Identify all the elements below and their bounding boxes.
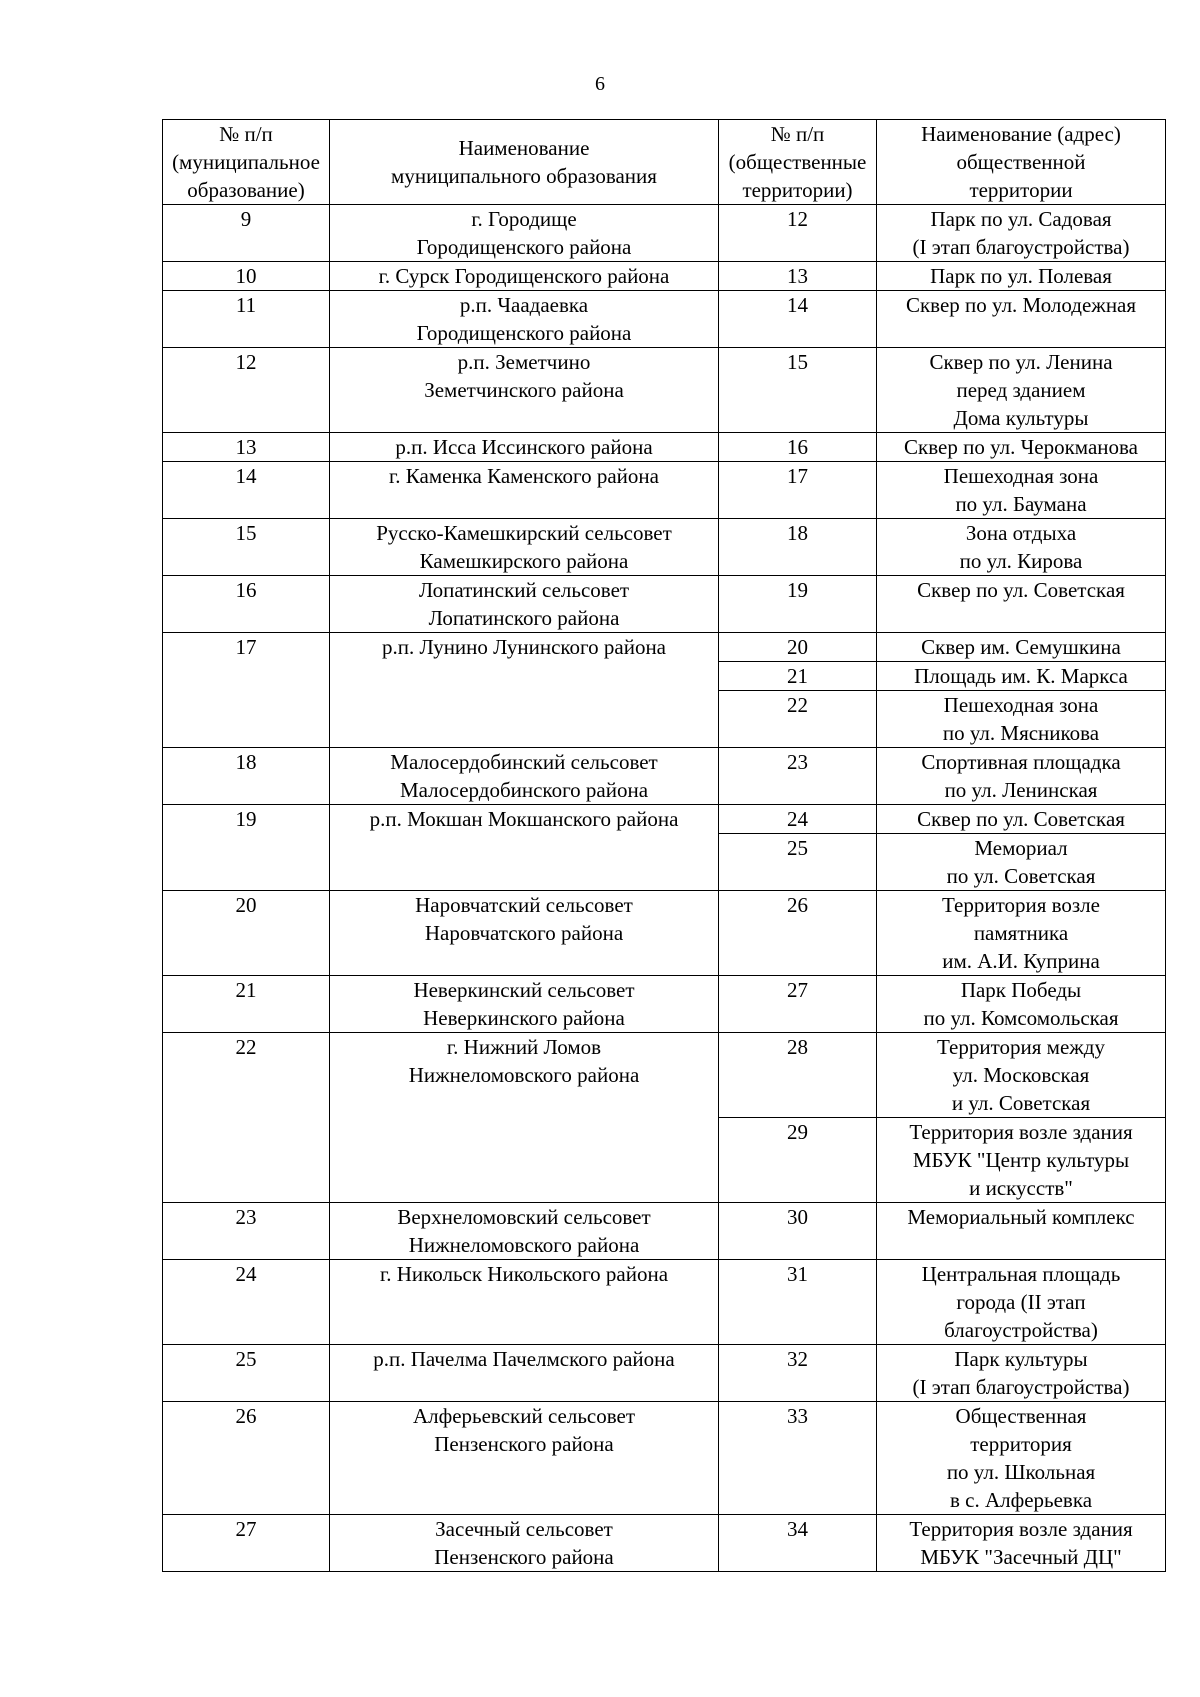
mo-number-cell: 19 xyxy=(163,805,330,891)
mo-number-cell: 18 xyxy=(163,748,330,805)
territory-name-cell: Территория между ул. Московская и ул. Советская xyxy=(877,1033,1166,1118)
mo-name-cell: р.п. Пачелма Пачелмского района xyxy=(330,1345,719,1402)
territory-name-cell: Сквер им. Семушкина xyxy=(877,633,1166,662)
territory-name-cell: Пешеходная зона по ул. Мясникова xyxy=(877,691,1166,748)
table-row xyxy=(163,205,1166,262)
table-header xyxy=(163,120,1166,205)
table-row xyxy=(163,1515,1166,1572)
mo-name-cell: Наровчатский сельсовет Наровчатского района xyxy=(330,891,719,976)
mo-number-cell: 21 xyxy=(163,976,330,1033)
header-mo-number: № п/п (муниципальное образование) xyxy=(163,120,330,205)
mo-number-cell: 24 xyxy=(163,1260,330,1345)
mo-number-cell: 9 xyxy=(163,205,330,262)
territory-name-cell: Парк по ул. Садовая (I этап благоустройства) xyxy=(877,205,1166,262)
territory-number-cell: 33 xyxy=(719,1402,877,1515)
table-row xyxy=(163,1402,1166,1515)
header-row xyxy=(163,120,1166,205)
mo-name-cell: р.п. Исса Иссинского района xyxy=(330,433,719,462)
territory-number-cell: 32 xyxy=(719,1345,877,1402)
mo-number-cell: 11 xyxy=(163,291,330,348)
mo-number-cell: 12 xyxy=(163,348,330,433)
mo-name-cell: Русско-Камешкирский сельсовет Камешкирского района xyxy=(330,519,719,576)
mo-number-cell: 27 xyxy=(163,1515,330,1572)
territory-number-cell: 26 xyxy=(719,891,877,976)
mo-name-cell: р.п. Земетчино Земетчинского района xyxy=(330,348,719,433)
mo-name-cell: г. Нижний Ломов Нижнеломовского района xyxy=(330,1033,719,1203)
territory-number-cell: 23 xyxy=(719,748,877,805)
territory-name-cell: Зона отдыха по ул. Кирова xyxy=(877,519,1166,576)
table-row xyxy=(163,262,1166,291)
territory-name-cell: Мемориал по ул. Советская xyxy=(877,834,1166,891)
table-row xyxy=(163,576,1166,633)
table-row xyxy=(163,1033,1166,1118)
mo-name-cell: г. Никольск Никольского района xyxy=(330,1260,719,1345)
mo-number-cell: 17 xyxy=(163,633,330,748)
territory-number-cell: 12 xyxy=(719,205,877,262)
territory-number-cell: 18 xyxy=(719,519,877,576)
territory-number-cell: 28 xyxy=(719,1033,877,1118)
mo-name-cell: г. Сурск Городищенского района xyxy=(330,262,719,291)
territory-number-cell: 21 xyxy=(719,662,877,691)
mo-name-cell: г. Городище Городищенского района xyxy=(330,205,719,262)
table-row xyxy=(163,433,1166,462)
table-row xyxy=(163,633,1166,662)
territory-name-cell: Площадь им. К. Маркса xyxy=(877,662,1166,691)
territory-name-cell: Спортивная площадка по ул. Ленинская xyxy=(877,748,1166,805)
territory-number-cell: 13 xyxy=(719,262,877,291)
table-row xyxy=(163,348,1166,433)
territory-number-cell: 15 xyxy=(719,348,877,433)
mo-name-cell: Засечный сельсовет Пензенского района xyxy=(330,1515,719,1572)
territory-name-cell: Пешеходная зона по ул. Баумана xyxy=(877,462,1166,519)
mo-name-cell: Малосердобинский сельсовет Малосердобинского района xyxy=(330,748,719,805)
mo-number-cell: 14 xyxy=(163,462,330,519)
territories-table xyxy=(162,119,1166,1572)
table-row xyxy=(163,891,1166,976)
territory-number-cell: 16 xyxy=(719,433,877,462)
header-mo-name: Наименование муниципального образования xyxy=(330,120,719,205)
mo-name-cell: р.п. Чаадаевка Городищенского района xyxy=(330,291,719,348)
territory-number-cell: 20 xyxy=(719,633,877,662)
territory-number-cell: 34 xyxy=(719,1515,877,1572)
table-row xyxy=(163,805,1166,834)
table-row xyxy=(163,291,1166,348)
territory-name-cell: Центральная площадь города (II этап благоустройства) xyxy=(877,1260,1166,1345)
mo-name-cell: р.п. Мокшан Мокшанского района xyxy=(330,805,719,891)
territory-name-cell: Сквер по ул. Черокманова xyxy=(877,433,1166,462)
mo-name-cell: Алферьевский сельсовет Пензенского района xyxy=(330,1402,719,1515)
territory-name-cell: Мемориальный комплекс xyxy=(877,1203,1166,1260)
mo-number-cell: 13 xyxy=(163,433,330,462)
territory-name-cell: Сквер по ул. Молодежная xyxy=(877,291,1166,348)
territory-name-cell: Парк Победы по ул. Комсомольская xyxy=(877,976,1166,1033)
territory-name-cell: Территория возле здания МБУК "Центр культуры и искусств" xyxy=(877,1118,1166,1203)
territory-name-cell: Сквер по ул. Советская xyxy=(877,576,1166,633)
territory-number-cell: 31 xyxy=(719,1260,877,1345)
header-territory-name: Наименование (адрес) общественной территории xyxy=(877,120,1166,205)
territory-name-cell: Сквер по ул. Ленина перед зданием Дома культуры xyxy=(877,348,1166,433)
table-row xyxy=(163,1203,1166,1260)
territory-number-cell: 22 xyxy=(719,691,877,748)
mo-number-cell: 16 xyxy=(163,576,330,633)
territory-name-cell: Парк культуры (I этап благоустройства) xyxy=(877,1345,1166,1402)
territory-number-cell: 30 xyxy=(719,1203,877,1260)
mo-name-cell: Верхнеломовский сельсовет Нижнеломовского района xyxy=(330,1203,719,1260)
territory-name-cell: Парк по ул. Полевая xyxy=(877,262,1166,291)
table-row xyxy=(163,748,1166,805)
mo-number-cell: 23 xyxy=(163,1203,330,1260)
mo-name-cell: г. Каменка Каменского района xyxy=(330,462,719,519)
mo-name-cell: Неверкинский сельсовет Неверкинского района xyxy=(330,976,719,1033)
territory-name-cell: Сквер по ул. Советская xyxy=(877,805,1166,834)
mo-number-cell: 20 xyxy=(163,891,330,976)
territory-number-cell: 17 xyxy=(719,462,877,519)
page-number: 6 xyxy=(595,73,605,95)
territory-name-cell: Территория возле памятника им. А.И. Куприна xyxy=(877,891,1166,976)
table-row xyxy=(163,519,1166,576)
table-body xyxy=(163,205,1166,1572)
mo-number-cell: 10 xyxy=(163,262,330,291)
territory-number-cell: 14 xyxy=(719,291,877,348)
mo-number-cell: 25 xyxy=(163,1345,330,1402)
territory-number-cell: 19 xyxy=(719,576,877,633)
mo-number-cell: 15 xyxy=(163,519,330,576)
mo-number-cell: 22 xyxy=(163,1033,330,1203)
territory-number-cell: 25 xyxy=(719,834,877,891)
territory-name-cell: Общественная территория по ул. Школьная в с. Алферьевка xyxy=(877,1402,1166,1515)
mo-name-cell: Лопатинский сельсовет Лопатинского района xyxy=(330,576,719,633)
table-row xyxy=(163,976,1166,1033)
mo-number-cell: 26 xyxy=(163,1402,330,1515)
mo-name-cell: р.п. Лунино Лунинского района xyxy=(330,633,719,748)
header-territory-number: № п/п (общественные территории) xyxy=(719,120,877,205)
territory-number-cell: 24 xyxy=(719,805,877,834)
table-row xyxy=(163,1345,1166,1402)
table-row xyxy=(163,462,1166,519)
table-row xyxy=(163,1260,1166,1345)
territory-name-cell: Территория возле здания МБУК "Засечный ДЦ" xyxy=(877,1515,1166,1572)
territory-number-cell: 29 xyxy=(719,1118,877,1203)
territory-number-cell: 27 xyxy=(719,976,877,1033)
